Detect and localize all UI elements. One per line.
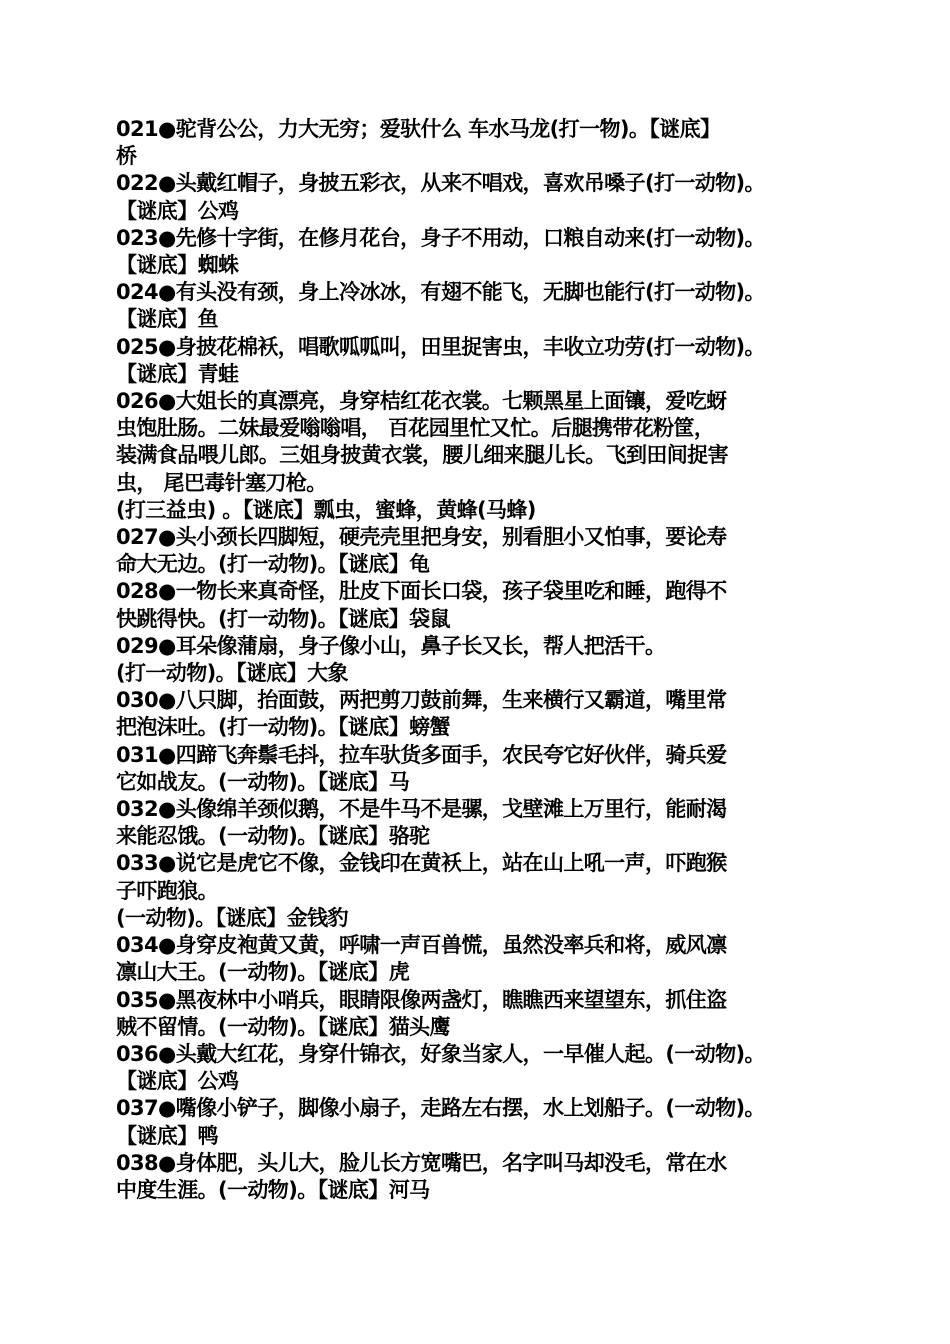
text-line: 026●大姐长的真漂亮，身穿桔红花衣裳。七颗黑星上面镶，爱吃蚜 (116, 389, 727, 414)
text-line: 022●头戴红帽子，身披五彩衣，从来不唱戏，喜欢吊嗓子(打一动物)。 (116, 171, 765, 196)
text-line: (一动物)。【谜底】金钱豹 (116, 905, 348, 930)
text-line: 【谜底】蜘蛛 (116, 253, 239, 278)
text-line: 021●驼背公公，力大无穷；爱驮什么 车水马龙(打一物)。【谜底】 (116, 117, 721, 141)
text-line: 来能忍饿。(一动物)。【谜底】骆驼 (116, 824, 430, 849)
text-line: 030●八只脚，抬面鼓，两把剪刀鼓前舞，生来横行又霸道，嘴里常 (116, 688, 727, 713)
text-line: 033●说它是虎它不像，金钱印在黄袄上，站在山上吼一声，吓跑猴 (116, 851, 727, 876)
text-line: 它如战友。(一动物)。【谜底】马 (116, 769, 410, 794)
text-line: 034●身穿皮袍黄又黄，呼啸一声百兽慌，虽然没率兵和将，威风凛 (116, 933, 727, 958)
text-line: 035●黑夜林中小哨兵，眼睛限像两盏灯，瞧瞧西来望望东，抓住盗 (116, 987, 727, 1012)
text-line: 032●头像绵羊颈似鹅，不是牛马不是骡，戈壁滩上万里行，能耐渴 (116, 797, 727, 822)
text-line: 装满食品喂儿郎。三姐身披黄衣裳，腰儿细来腿儿长。飞到田间捉害 (116, 443, 728, 468)
text-line: 【谜底】鱼 (116, 307, 218, 332)
text-line: 虫， 尾巴毒针塞刀枪。 (116, 470, 327, 495)
text-line: 贼不留情。(一动物)。【谜底】猫头鹰 (116, 1014, 450, 1039)
text-line: 【谜底】公鸡 (116, 198, 239, 223)
text-line: 【谜底】公鸡 (116, 1069, 239, 1094)
text-line: 虫饱肚肠。二妹最爱嗡嗡唱， 百花园里忙又忙。后腿携带花粉筐， (116, 416, 715, 441)
text-line: (打三益虫) 。【谜底】瓢虫，蜜蜂，黄蜂(马蜂) (116, 497, 536, 522)
text-line: 023●先修十字街，在修月花台，身子不用动，口粮自动来(打一动物)。 (116, 225, 765, 250)
text-line: 027●头小颈长四脚短，硬壳壳里把身安，别看胆小又怕事，要论寿 (116, 525, 727, 550)
text-line: 029●耳朵像蒲扇，身子像小山，鼻子长又长，帮人把活干。 (116, 633, 666, 658)
text-line: 凛山大王。(一动物)。【谜底】虎 (116, 960, 410, 985)
text-line: 中度生涯。(一动物)。【谜底】河马 (116, 1177, 430, 1202)
text-line: 【谜底】鸭 (116, 1123, 218, 1148)
riddle-document (116, 116, 846, 1204)
text-line: 【谜底】青蛙 (116, 361, 239, 386)
text-line: 把泡沫吐。(打一动物)。【谜底】螃蟹 (116, 715, 450, 740)
text-line: 桥 (116, 144, 137, 169)
text-line: 命大无边。(打一动物)。【谜底】龟 (116, 552, 430, 577)
text-line: 子吓跑狼。 (116, 878, 218, 903)
text-line: 024●有头没有颈，身上冷冰冰，有翅不能飞，无脚也能行(打一动物)。 (116, 280, 765, 305)
text-line: 025●身披花棉袄，唱歌呱呱叫，田里捉害虫，丰收立功劳(打一动物)。 (116, 334, 765, 359)
text-line: 038●身体肥，头儿大，脸儿长方宽嘴巴，名字叫马却没毛，常在水 (116, 1150, 727, 1175)
text-line: 快跳得快。(打一动物)。【谜底】袋鼠 (116, 606, 450, 631)
text-line: 031●四蹄飞奔鬃毛抖，拉车驮货多面手，农民夸它好伙伴，骑兵爱 (116, 742, 727, 767)
text-line: 036●头戴大红花，身穿什锦衣，好象当家人，一早催人起。(一动物)。 (116, 1041, 765, 1066)
text-line: 028●一物长来真奇怪，肚皮下面长口袋，孩子袋里吃和睡，跑得不 (116, 579, 727, 604)
text-line: 037●嘴像小铲子，脚像小扇子，走路左右摆，水上划船子。(一动物)。 (116, 1096, 765, 1121)
text-line: (打一动物)。【谜底】大象 (116, 661, 348, 686)
